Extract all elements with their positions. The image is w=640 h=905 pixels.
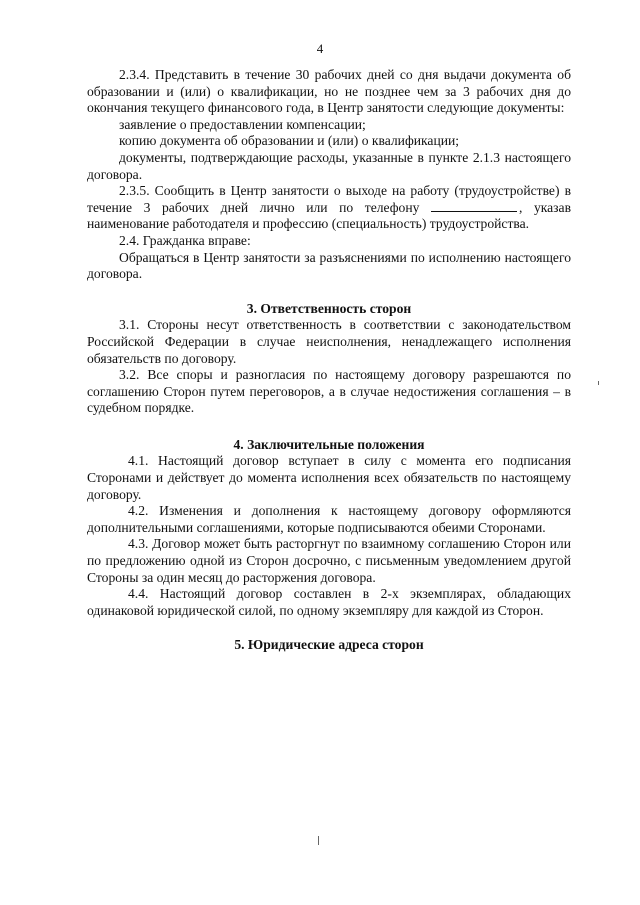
paragraph-4-4: 4.4. Настоящий договор составлен в 2-х экземплярах, обладающих одинаковой юридической силой, по одному экземпляру для каждой из Сторон. bbox=[87, 586, 571, 618]
paragraph-3-2: 3.2. Все споры и разногласия по настоящему договору разрешаются по соглашению Сторон путем переговоров, а в случае недостижения соглашения – в судебном порядке. bbox=[87, 367, 571, 416]
paragraph-2-3-5-end: , указав наименование работодателя и профессию (специальность) трудоустройства. bbox=[87, 199, 571, 232]
list-item: документы, подтверждающие расходы, указанные в пункте 2.1.3 настоящего договора. bbox=[87, 149, 571, 182]
document-body bbox=[87, 67, 571, 654]
blank-phone-line bbox=[431, 211, 517, 212]
page-number: 4 bbox=[316, 41, 324, 56]
paragraph-4-2: 4.2. Изменения и дополнения к настоящему договору оформляются дополнительными соглашениями, которые подписываются обеими Сторонами. bbox=[87, 503, 571, 535]
paragraph-2-3-4: 2.3.4. Представить в течение 30 рабочих дней со дня выдачи документа об образовании и (или) о квалификации, но не позднее чем за 3 рабочих дня до окончания текущего финансового года, в Центр занятости следующие документы: bbox=[87, 67, 571, 116]
list-item: копию документа об образовании и (или) о квалификации; bbox=[119, 133, 460, 149]
section-4-title: 4. Заключительные положения bbox=[233, 436, 425, 452]
paragraph-2-3-5 bbox=[87, 183, 571, 233]
scan-mark bbox=[318, 836, 319, 845]
paragraph-4-1: 4.1. Настоящий договор вступает в силу с момента его подписания Сторонами и действует до момента исполнения всех обязательств по настоящему договору. bbox=[87, 453, 571, 502]
section-3-title: 3. Ответственность сторон bbox=[246, 300, 412, 316]
list-item: заявление о предоставлении компенсации; bbox=[119, 116, 366, 132]
paragraph-3-1: 3.1. Стороны несут ответственность в соответствии с законодательством Российской Федерации в случае неисполнения, ненадлежащего исполнения обязательств по договору. bbox=[87, 317, 571, 366]
paragraph-4-3: 4.3. Договор может быть расторгнут по взаимному соглашению Сторон или по предложению одной из Сторон досрочно, с письменным уведомлением другой Стороны за один месяц до расторжения договора. bbox=[87, 536, 571, 585]
section-5-title: 5. Юридические адреса сторон bbox=[234, 637, 424, 653]
paragraph-2-4: 2.4. Гражданка вправе: bbox=[119, 232, 251, 248]
paragraph-2-3-5-start: 2.3.5. Сообщить в Центр занятости о выходе на работу (трудоустройстве) в течение 3 рабочих дней лично или по телефону bbox=[87, 183, 571, 215]
scan-mark bbox=[598, 381, 599, 385]
paragraph-2-4-right: Обращаться в Центр занятости за разъяснениями по исполнению настоящего договора. bbox=[87, 249, 571, 282]
